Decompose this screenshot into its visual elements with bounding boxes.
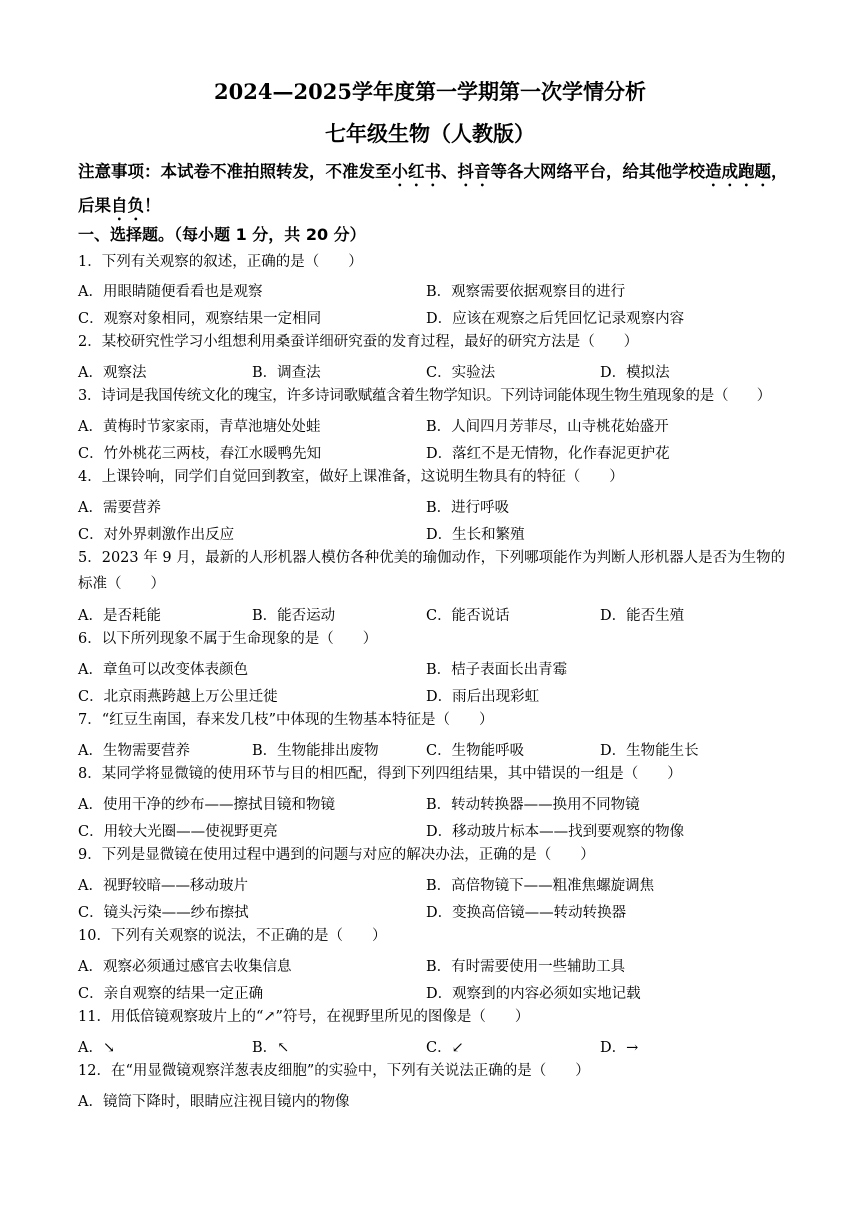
notice-text-a: 本试卷不准拍照转发，不准发至 — [160, 162, 392, 181]
option-d: D．能否生殖 — [600, 608, 685, 624]
option-b: B．调查法 — [252, 365, 321, 381]
option-d: D．生长和繁殖 — [426, 527, 525, 543]
option-a: A．章鱼可以改变体表颜色 — [78, 662, 248, 678]
option-b: B．能否运动 — [252, 608, 336, 624]
question-stem: 3．诗词是我国传统文化的瑰宝，许多诗词歌赋蕴含着生物学知识。下列诗词能体现生物生殖现象的是（ ） — [78, 388, 771, 404]
option-b: B．人间四月芳菲尽，山寺桃花始盛开 — [426, 419, 669, 435]
question-stem: 1．下列有关观察的叙述，正确的是（ ） — [78, 254, 363, 270]
notice-emph-xhs: 小红书 — [391, 162, 441, 181]
option-b: B．观察需要依据观察目的进行 — [426, 284, 626, 300]
option-c: C．北京雨燕跨越上万公里迁徙 — [78, 689, 278, 705]
notice-comma-1: 、 — [441, 162, 458, 181]
section-title: 一、选择题。（每小题 1 分，共 20 分） — [78, 225, 366, 244]
question-stem: 2．某校研究性学习小组想利用桑蚕详细研究蚕的发育过程，最好的研究方法是（ ） — [78, 334, 639, 350]
option-d: D．→ — [600, 1040, 639, 1056]
exam-title: 2024—2025学年度第一学期第一次学情分析 — [214, 79, 646, 104]
notice-end: ！ — [144, 196, 161, 215]
notice-comma-2: ， — [771, 162, 788, 181]
question-stem: 9．下列是显微镜在使用过程中遇到的问题与对应的解决办法，正确的是（ ） — [78, 847, 595, 863]
option-c: C．竹外桃花三两枝，春江水暖鸭先知 — [78, 446, 322, 462]
option-c: C．↙ — [426, 1040, 464, 1056]
option-b: B．高倍物镜下——粗准焦螺旋调焦 — [426, 878, 655, 894]
option-a: A．用眼睛随便看看也是观察 — [78, 284, 263, 300]
option-b: B．转动转换器——换用不同物镜 — [426, 797, 640, 813]
option-c: C．亲自观察的结果一定正确 — [78, 986, 264, 1002]
notice-paragraph — [78, 156, 790, 224]
question-stem: 4．上课铃响，同学们自觉回到教室，做好上课准备，这说明生物具有的特征（ ） — [78, 469, 624, 485]
option-b: B．桔子表面长出青霉 — [426, 662, 568, 678]
option-c: C．实验法 — [426, 365, 496, 381]
option-b: B．生物能排出废物 — [252, 743, 379, 759]
option-b: B．进行呼吸 — [426, 500, 510, 516]
option-d: D．应该在观察之后凭回忆记录观察内容 — [426, 311, 685, 327]
option-b: B．有时需要使用一些辅助工具 — [426, 959, 626, 975]
notice-label: 注意事项： — [78, 162, 161, 181]
option-d: D．变换高倍镜——转动转换器 — [426, 905, 627, 921]
exam-subtitle: 七年级生物（人教版） — [325, 121, 535, 146]
option-d: D．雨后出现彩虹 — [426, 689, 540, 705]
option-a: A．视野较暗——移动玻片 — [78, 878, 248, 894]
option-d: D．生物能生长 — [600, 743, 699, 759]
option-c: C．镜头污染——纱布擦拭 — [78, 905, 249, 921]
question-stem: 6．以下所列现象不属于生命现象的是（ ） — [78, 631, 378, 647]
question-stem: 12．在“用显微镜观察洋葱表皮细胞”的实验中，下列有关说法正确的是（ ） — [78, 1063, 590, 1079]
option-a: A．需要营养 — [78, 500, 161, 516]
option-a: A．使用干净的纱布——擦拭目镜和物镜 — [78, 797, 335, 813]
option-a: A．观察必须通过感官去收集信息 — [78, 959, 292, 975]
option-c: C．能否说话 — [426, 608, 510, 624]
option-a: A．是否耗能 — [78, 608, 161, 624]
question-stem: 10．下列有关观察的说法，不正确的是（ ） — [78, 928, 387, 944]
option-a: A．黄梅时节家家雨，青草池塘处处蛙 — [78, 419, 321, 435]
notice-text-c: 后果 — [78, 196, 111, 215]
option-a: A．↘ — [78, 1040, 116, 1056]
notice-emph-pt: 跑题 — [738, 162, 771, 181]
question-stem: 11．用低倍镜观察玻片上的“↗”符号，在视野里所见的图像是（ ） — [78, 1009, 530, 1025]
option-b: B．↖ — [252, 1040, 290, 1056]
option-c: C．观察对象相同，观察结果一定相同 — [78, 311, 322, 327]
question-stem: 7．“红豆生南国，春来发几枝”中体现的生物基本特征是（ ） — [78, 712, 494, 728]
option-c: C．用较大光圈——使视野更亮 — [78, 824, 278, 840]
option-d: D．模拟法 — [600, 365, 670, 381]
option-d: D．移动玻片标本——找到要观察的物像 — [426, 824, 685, 840]
question-stem: 8．某同学将显微镜的使用环节与目的相匹配，得到下列四组结果，其中错误的一组是（ ） — [78, 766, 682, 782]
question-stem: 5．2023 年 9 月，最新的人形机器人模仿各种优美的瑜伽动作，下列哪项能作为判断人形机器人是否为生物的标准（ ） — [78, 550, 786, 592]
option-a: A．观察法 — [78, 365, 147, 381]
notice-emph-dy: 抖音 — [457, 162, 491, 181]
option-a: A．生物需要营养 — [78, 743, 190, 759]
notice-emph-zf: 自负 — [111, 196, 144, 215]
notice-text-b: 等各大网络平台，给其他学校 — [490, 162, 705, 181]
notice-emph-zc: 造成 — [705, 162, 738, 181]
option-d: D．观察到的内容必须如实地记载 — [426, 986, 641, 1002]
option-c: C．生物能呼吸 — [426, 743, 525, 759]
option-d: D．落红不是无情物，化作春泥更护花 — [426, 446, 670, 462]
option-a: A．镜筒下降时，眼睛应注视目镜内的物像 — [78, 1094, 350, 1110]
option-c: C．对外界刺激作出反应 — [78, 527, 235, 543]
